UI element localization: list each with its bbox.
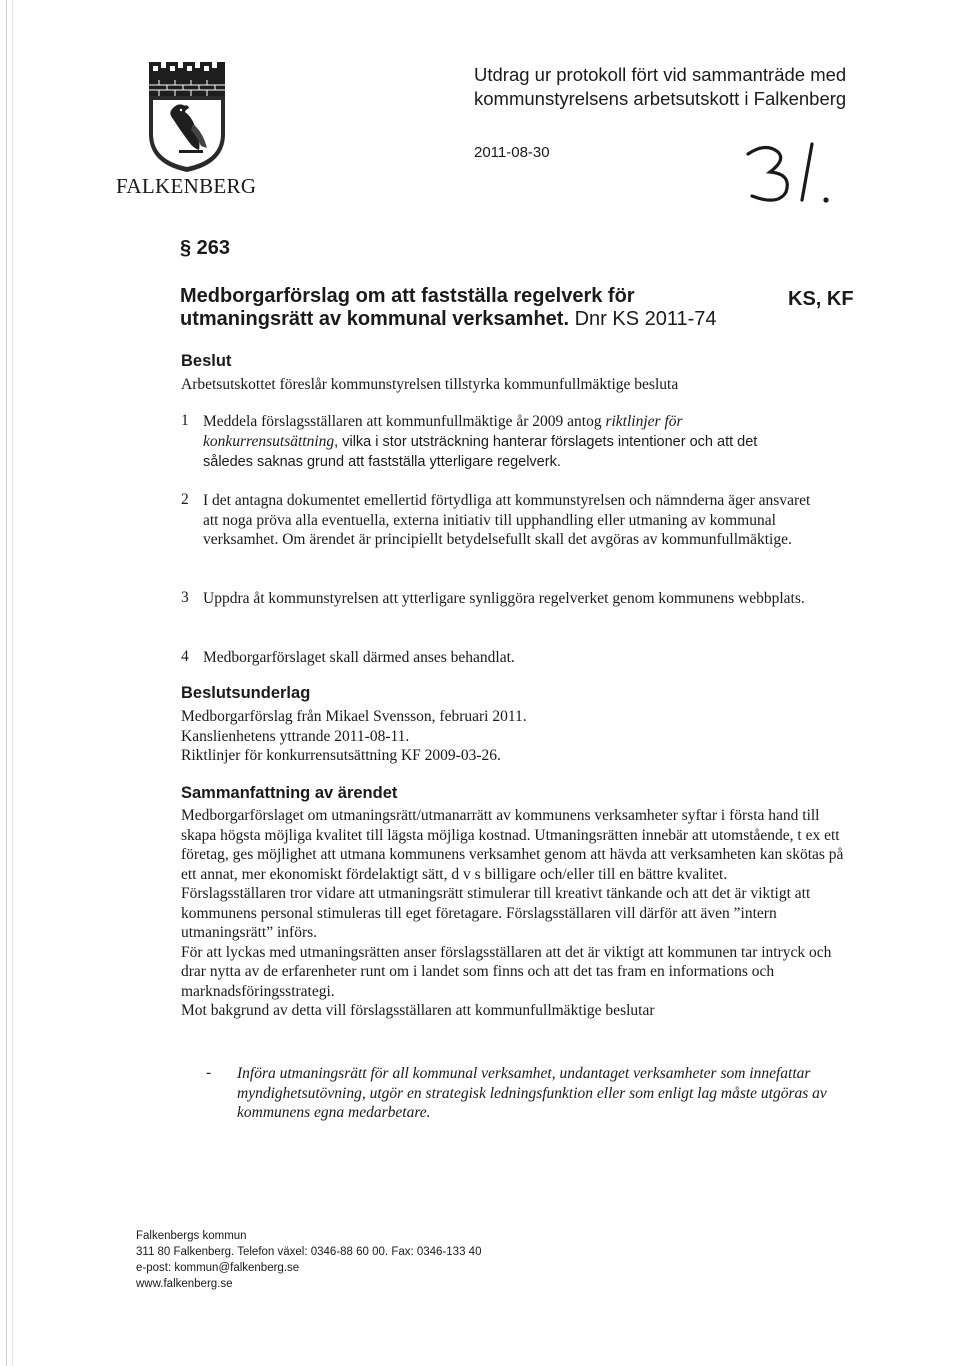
paragraph-number: § 263 <box>180 237 231 259</box>
bullet-dash: - <box>206 1064 212 1081</box>
municipality-name: FALKENBERG <box>116 174 257 198</box>
underlag-item: Kanslienhetens yttrande 2011-08-11. <box>181 727 410 745</box>
summary-paragraph: Förslagsställaren tror vidare att utmaningsrätt stimulerar till kreativt tänkande och att det är viktigt att kommunens personal stimuleras till eget företagare. Förslagsställaren vill därför att även ”intern utmaningsrätt” införs. <box>181 885 811 941</box>
footer-web: www.falkenberg.se <box>136 1278 233 1290</box>
summary-paragraph: Medborgarförslaget om utmaningsrätt/utmanarrätt av kommunens verksamheter syftar i första hand till skapa högsta möjliga kvalitet till lägsta möjliga kostnad. Utmaningsrätten innebär att utomstående, t ex ett företag, ges möjlighet att utmana kommunens verksamhet genom att hävda att verksamheten kan skötas på ett annat, mer ekonomiskt fördelaktigt sätt, d v s billigare och/eller till en bättre kvalitet. <box>181 807 844 883</box>
summary-heading: Sammanfattning av ärendet <box>181 784 398 802</box>
summary-body <box>181 806 856 1021</box>
footer-org: Falkenbergs kommun <box>136 1230 247 1242</box>
underlag-heading: Beslutsunderlag <box>181 684 311 702</box>
scan-edge-line <box>6 0 7 1366</box>
diary-number: Dnr KS 2011-74 <box>574 308 717 330</box>
decision-item-number: 2 <box>181 491 189 508</box>
underlag-list <box>181 707 527 766</box>
decision-item-number: 3 <box>181 589 189 606</box>
decision-item-1 <box>203 412 828 473</box>
matter-title-line2 <box>180 308 717 331</box>
protocol-header-line2: kommunstyrelsens arbetsutskott i Falkenberg <box>474 88 847 109</box>
falkenberg-crest-icon <box>143 58 231 173</box>
scan-edge-line-2 <box>12 0 13 1366</box>
item1-italic-b: konkurrensutsättning <box>203 432 335 450</box>
footer <box>136 1228 481 1292</box>
item1-text-a: Meddela förslagsställaren att kommunfullmäktige år 2009 antog <box>203 413 606 430</box>
decision-item-number: 1 <box>181 412 189 429</box>
beslut-intro: Arbetsutskottet föreslår kommunstyrelsen tillstyrka kommunfullmäktige besluta <box>181 376 679 393</box>
handwritten-number-text: 31. <box>742 138 744 139</box>
matter-title-line1: Medborgarförslag om att fastställa regelverk för <box>180 285 635 307</box>
matter-title-text: utmaningsrätt av kommunal verksamhet. <box>180 308 570 330</box>
decision-item-number: 4 <box>181 648 189 665</box>
beslut-heading: Beslut <box>181 352 232 370</box>
decision-item-2: I det antagna dokumentet emellertid förtydliga att kommunstyrelsen och nämnderna äger ansvaret att noga pröva alla eventuella, externa initiativ till upphandling eller utmaning av kommunal verksamhet. Om ärendet är principiellt betydelsefullt skall det avgöras av kommunfullmäktige. <box>203 492 811 548</box>
recipients: KS, KF <box>788 288 854 310</box>
summary-paragraph: Mot bakgrund av detta vill förslagsställaren att kommunfullmäktige beslutar <box>181 1002 655 1019</box>
underlag-item: Riktlinjer för konkurrensutsättning KF 2009-03-26. <box>181 747 501 764</box>
decision-item-3: Uppdra åt kommunstyrelsen att ytterligare synliggöra regelverket genom kommunens webbplats. <box>203 590 805 607</box>
footer-email: e-post: kommun@falkenberg.se <box>136 1262 300 1274</box>
proposal-bullet: Införa utmaningsrätt för all kommunal verksamhet, undantaget verksamheter som innefattar myndighetsutövning, utgör en strategisk ledningsfunktion eller som enligt lag måste utgöras av kommunens egna medarbetare. <box>237 1065 827 1121</box>
handwritten-number <box>742 138 842 208</box>
summary-paragraph: För att lyckas med utmaningsrätten anser förslagsställaren att det är viktigt att kommunen tar intryck och drar nytta av de erfarenheter runt om i landet som finns och att det tas fram en informations och marknadsföringsstrategi. <box>181 943 832 1000</box>
protocol-header-line1: Utdrag ur protokoll fört vid sammanträde med <box>474 64 847 85</box>
meeting-date: 2011-08-30 <box>474 144 550 161</box>
decision-item-4: Medborgarförslaget skall därmed anses behandlat. <box>203 649 515 666</box>
item1-text-c: således saknas grund att fastställa ytterligare regelverk. <box>203 454 561 470</box>
item1-italic-a: riktlinjer för <box>605 413 683 430</box>
footer-address: 311 80 Falkenberg. Telefon växel: 0346-88 60 00. Fax: 0346-133 40 <box>136 1246 482 1258</box>
item1-text-b: , vilka i stor utsträckning hanterar förslagets intentioner och att det <box>334 433 758 450</box>
underlag-item: Medborgarförslag från Mikael Svensson, februari 2011. <box>181 708 527 725</box>
